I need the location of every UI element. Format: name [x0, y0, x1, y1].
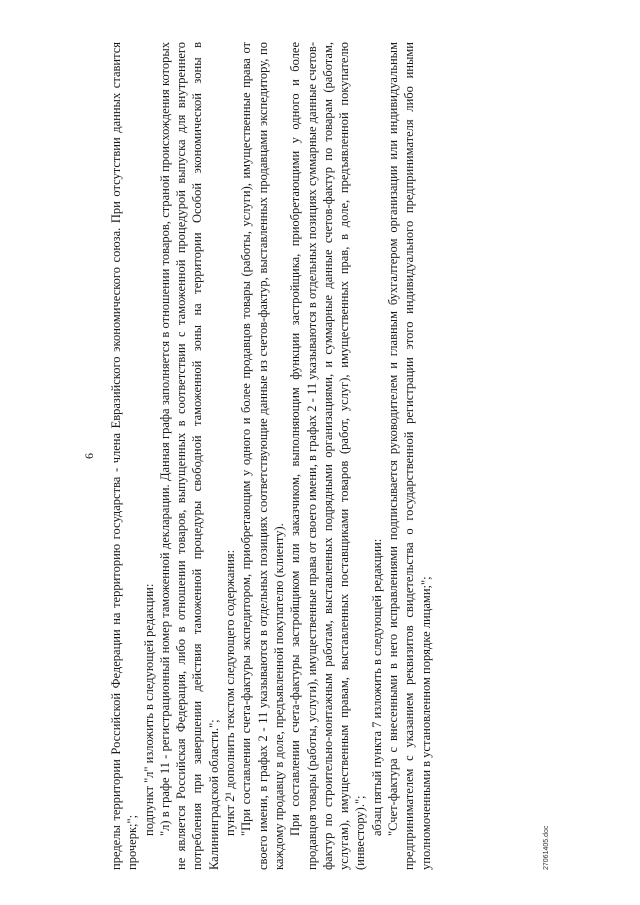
- page-number: 6: [82, 453, 96, 459]
- paragraph: При составлении счета-фактуры застройщиком или заказчиком, выполняющим функции застройщика, приобретающими у одного и более продавцов товары (работы, услуги), имущественные права от своего имени, в графах 2 - 11 указываются в отдельных позициях суммарные данные счетов-фактур по строительно-монтажным работам, выставленных подрядными организациями, и суммарные данные счетов-фактур по товарам (работам, услугам), имущественным правам, выставленных поставщиками товаров (работ, услуг), имущественных прав, в доле, предъявленной покупателю (инвестору).";: [288, 42, 368, 870]
- body-text: [108, 42, 434, 870]
- rotated-content: [82, 42, 550, 870]
- paragraph: пределы территории Российской Федерации на территорию государства - члена Евразийского экономического союза. При отсутствии данных ставится прочерк;";: [109, 42, 140, 870]
- paragraph: "л) в графе 11 - регистрационный номер таможенной декларации. Данная графа заполняется в отношении товаров, страной происхождения которых не является Российская Федерация, либо в отношении товаров, выпущенных в соответствии с таможенной процедурой выпуска для внутреннего потребления при завершении действия таможенной процедуры свободной таможенной зоны на территории Особой экономической зоны в Калининградской области.";: [157, 42, 221, 870]
- paragraph: абзац пятый пункта 7 изложить в следующей редакции:: [369, 538, 384, 836]
- paragraph: "При составлении счета-фактуры экспедитором, приобретающим у одного и более продавцов товары (работы, услуги), имущественные права от своего имени, в графах 2 - 11 указываются в отдельных позициях соответствующие данные из счетов-фактур, выставленных продавцами экспедитору, по каждому продавцу в доле, предъявленной покупателю (клиенту).: [239, 42, 286, 870]
- paragraph: подпункт "л" изложить в следующей редакции:: [141, 583, 156, 836]
- paragraph: пункт 2¹ дополнить текстом следующего содержания:: [223, 549, 238, 836]
- file-name-footer: 27061405.doc: [543, 825, 550, 870]
- paragraph: "Счет-фактура с внесенными в него исправлениями подписывается руководителем и главным бухгалтером организации или индивидуальным предпринимателем с указанием реквизитов свидетельства о государственной регистрации этого индивидуального предпринимателя либо иными уполномоченными в установленном порядке лицами;";: [386, 42, 433, 870]
